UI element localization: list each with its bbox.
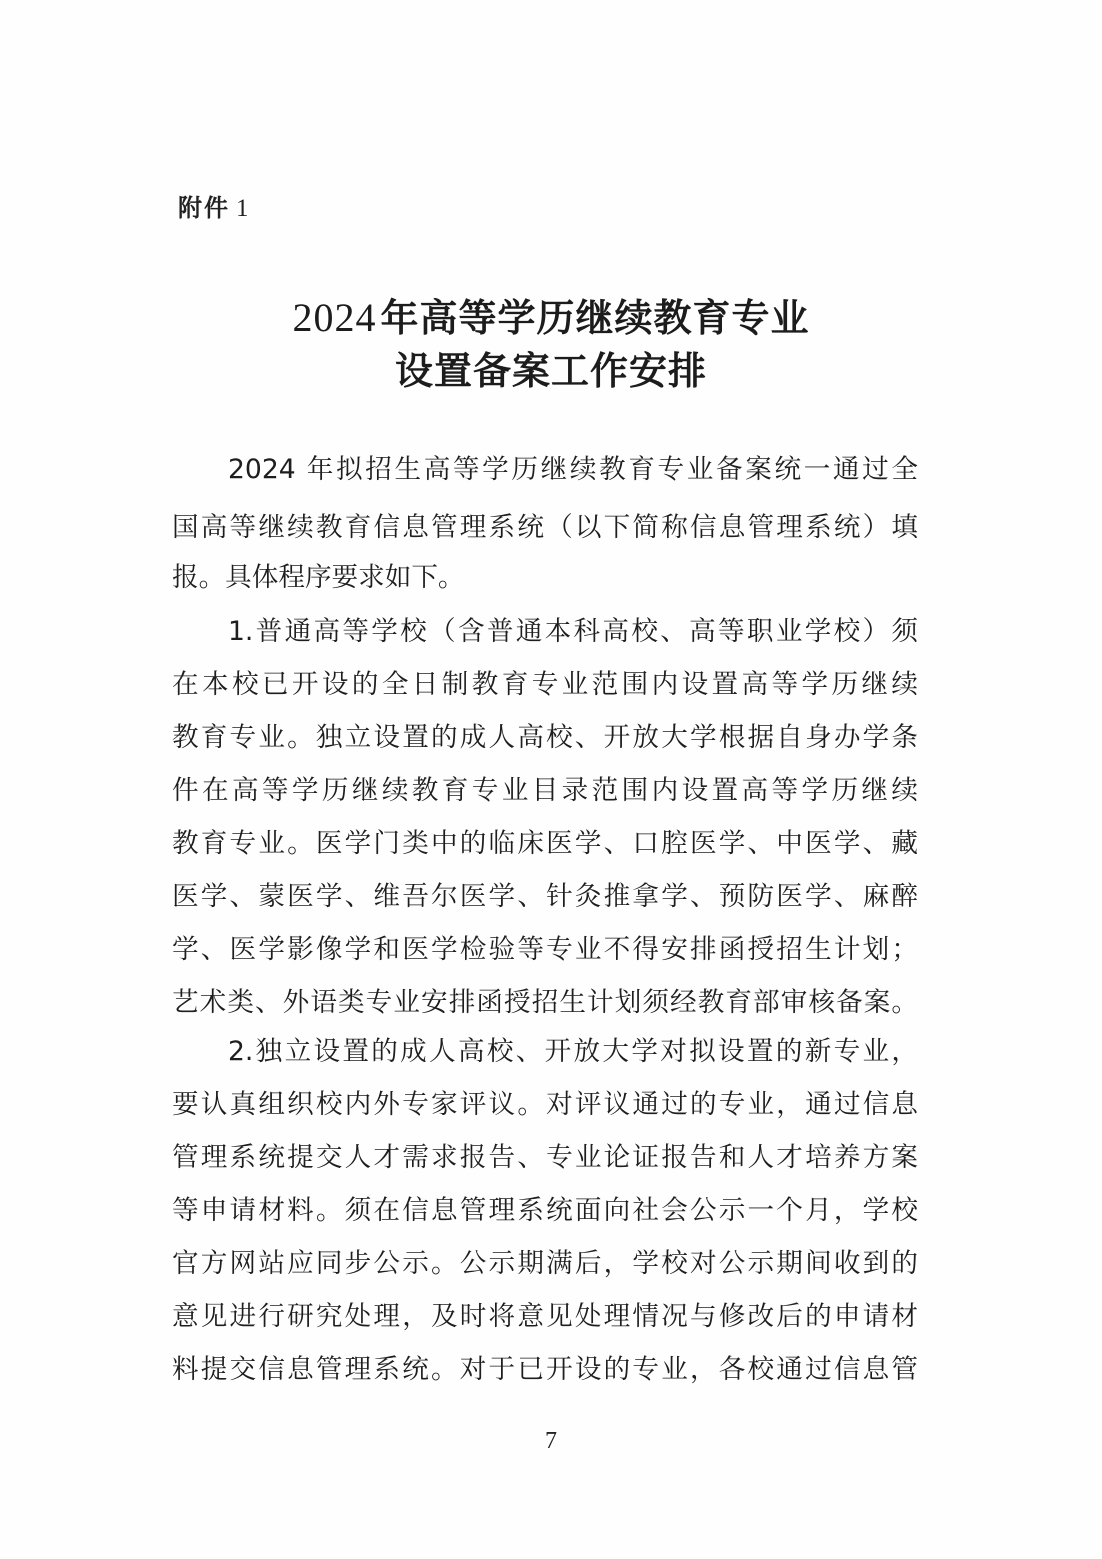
paragraph-intro-line: 国高等继续教育信息管理系统（以下简称信息管理系统）填 [172, 512, 918, 543]
paragraph-intro-line: 2024 年拟招生高等学历继续教育专业备案统一通过全 [228, 454, 918, 485]
document-title-line-2: 设置备案工作安排 [394, 348, 707, 393]
paragraph-1-line: 教育专业。独立设置的成人高校、开放大学根据自身办学条 [172, 722, 918, 753]
paragraph-2-line: 等申请材料。须在信息管理系统面向社会公示一个月，学校 [172, 1195, 918, 1226]
paragraph-2-line: 2.独立设置的成人高校、开放大学对拟设置的新专业， [228, 1036, 918, 1067]
paragraph-1-line: 在本校已开设的全日制教育专业范围内设置高等学历继续 [172, 669, 918, 700]
paragraph-1-line: 教育专业。医学门类中的临床医学、口腔医学、中医学、藏 [172, 828, 918, 859]
paragraph-intro-line: 报。具体程序要求如下。 [172, 562, 465, 593]
paragraph-1-line: 件在高等学历继续教育专业目录范围内设置高等学历继续 [172, 775, 918, 806]
paragraph-2-line: 官方网站应同步公示。公示期满后，学校对公示期间收到的 [172, 1248, 918, 1279]
paragraph-2-line: 料提交信息管理系统。对于已开设的专业，各校通过信息管 [172, 1354, 918, 1385]
attachment-label-text: 附件 [178, 194, 230, 222]
title-line-1-text: 年高等学历继续教育专业 [380, 295, 810, 340]
attachment-number: 1 [236, 195, 251, 222]
document-title-line-1 [0, 287, 1102, 342]
page-number: 7 [545, 1428, 557, 1454]
paragraph-1-line: 艺术类、外语类专业安排函授招生计划须经教育部审核备案。 [172, 987, 918, 1018]
paragraph-1-line: 1.普通高等学校（含普通本科高校、高等职业学校）须 [228, 616, 918, 647]
paragraph-1-line: 学、医学影像学和医学检验等专业不得安排函授招生计划； [172, 934, 918, 965]
paragraph-2-line: 要认真组织校内外专家评议。对评议通过的专业，通过信息 [172, 1089, 918, 1120]
paragraph-2-line: 意见进行研究处理，及时将意见处理情况与修改后的申请材 [172, 1301, 918, 1332]
paragraph-2-line: 管理系统提交人才需求报告、专业论证报告和人才培养方案 [172, 1142, 918, 1173]
paragraph-1-line: 医学、蒙医学、维吾尔医学、针灸推拿学、预防医学、麻醉 [172, 881, 918, 912]
title-year: 2024 [292, 295, 377, 340]
attachment-label [178, 188, 251, 223]
